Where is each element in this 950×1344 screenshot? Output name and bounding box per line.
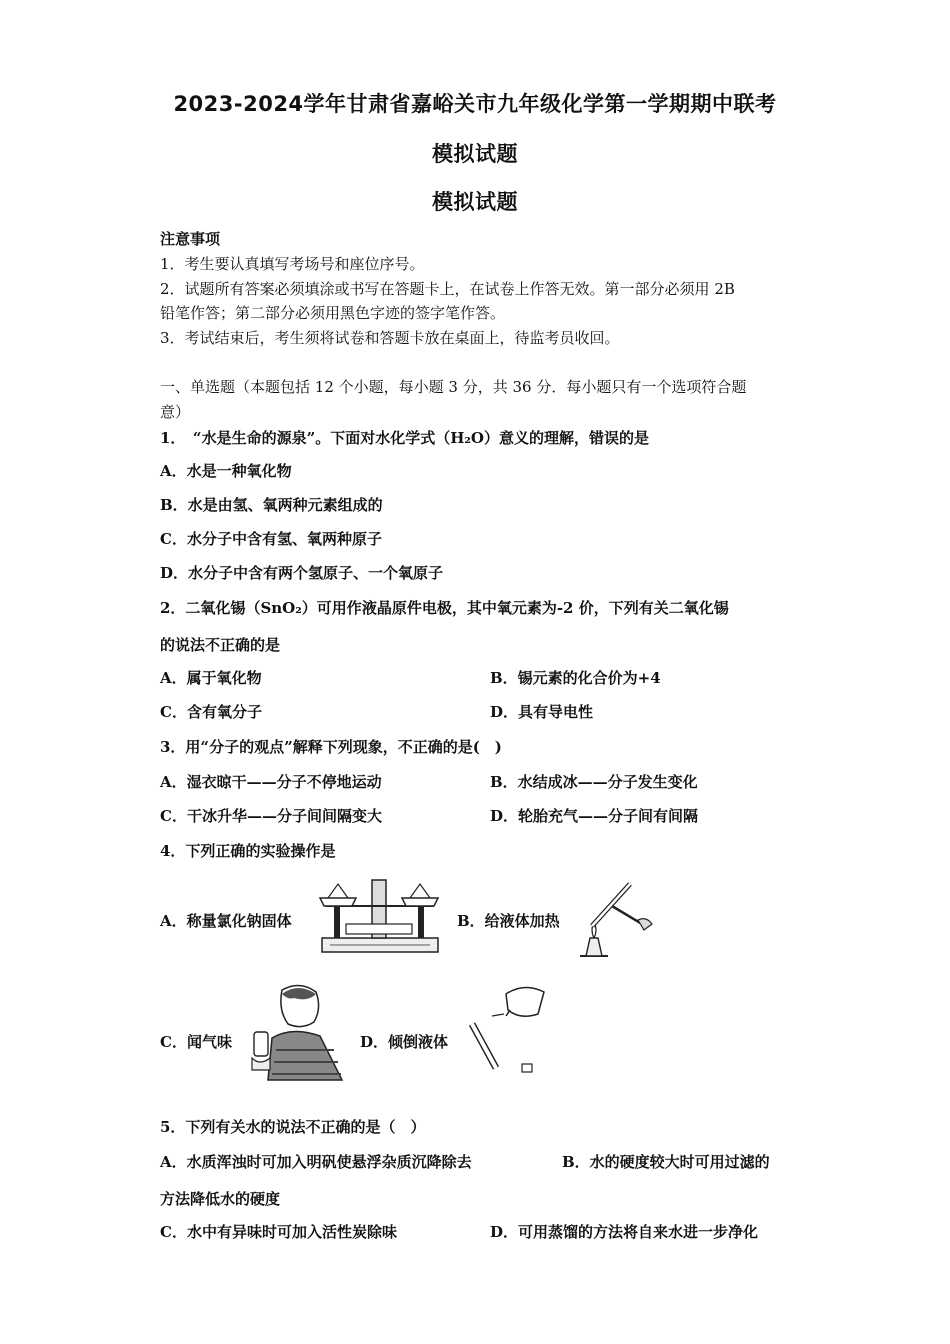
heating-liquid-figure — [572, 876, 656, 960]
q5-option-a: A．水质浑浊时可加入明矾使悬浮杂质沉降除去 — [160, 1153, 472, 1171]
notice-heading: 注意事项 — [160, 230, 221, 248]
q5-option-c: C．水中有异味时可加入活性炭除味 — [160, 1223, 397, 1241]
section-heading: 一、单选题（本题包括 12 个小题，每小题 3 分，共 36 分．每小题只有一个选项符合题 — [160, 378, 747, 396]
q3-stem: 3．用“分子的观点”解释下列现象，不正确的是( ) — [160, 738, 502, 756]
q2-option-b: B．锡元素的化合价为+4 — [490, 669, 661, 687]
notice-item: 1．考生要认真填写考场号和座位序号。 — [160, 255, 425, 273]
q2-option-a: A．属于氧化物 — [160, 669, 262, 687]
q1-option-a: A．水是一种氧化物 — [160, 462, 292, 480]
pouring-liquid-figure — [466, 980, 556, 1080]
q3-option-c: C．干冰升华——分子间间隔变大 — [160, 807, 382, 825]
q1-option-b: B．水是由氢、氧两种元素组成的 — [160, 496, 383, 514]
section-heading-cont: 意） — [160, 403, 191, 421]
q4-option-a: A．称量氯化钠固体 — [160, 912, 292, 930]
smelling-boy-figure — [242, 980, 350, 1082]
q3-option-a: A．湿衣晾干——分子不停地运动 — [160, 773, 382, 791]
q5-option-b-cont: 方法降低水的硬度 — [160, 1190, 281, 1208]
notice-item: 3．考试结束后，考生须将试卷和答题卡放在桌面上，待监考员收回。 — [160, 329, 620, 347]
q2-option-c: C．含有氧分子 — [160, 703, 262, 721]
q1-option-d: D．水分子中含有两个氢原子、一个氧原子 — [160, 564, 444, 582]
q4-option-d: D．倾倒液体 — [360, 1033, 449, 1051]
q1-stem: 1． “水是生命的源泉”。下面对水化学式（H₂O）意义的理解，错误的是 — [160, 429, 650, 447]
page-title: 2023-2024学年甘肃省嘉峪关市九年级化学第一学期期中联考 — [173, 92, 777, 116]
q3-option-d: D．轮胎充气——分子间有间隔 — [490, 807, 699, 825]
q1-option-c: C．水分子中含有氢、氧两种原子 — [160, 530, 382, 548]
notice-item: 2．试题所有答案必须填涂或书写在答题卡上，在试卷上作答无效。第一部分必须用 2B — [160, 280, 735, 298]
q3-option-b: B．水结成冰——分子发生变化 — [490, 773, 698, 791]
q4-stem: 4．下列正确的实验操作是 — [160, 842, 336, 860]
q4-option-c: C．闻气味 — [160, 1033, 232, 1051]
page-subtitle: 模拟试题 — [432, 190, 518, 214]
q5-option-b: B．水的硬度较大时可用过滤的 — [562, 1153, 770, 1171]
q2-stem-cont: 的说法不正确的是 — [160, 636, 281, 654]
q5-stem: 5．下列有关水的说法不正确的是（ ） — [160, 1118, 426, 1136]
notice-item: 铅笔作答；第二部分必须用黑色字迹的签字笔作答。 — [160, 304, 506, 322]
q2-option-d: D．具有导电性 — [490, 703, 594, 721]
q4-option-b: B．给液体加热 — [457, 912, 560, 930]
q5-option-d: D．可用蒸馏的方法将自来水进一步净化 — [490, 1223, 759, 1241]
page-title-line2: 模拟试题 — [432, 142, 518, 166]
q2-stem: 2．二氧化锡（SnO₂）可用作液晶原件电极，其中氧元素为-2 价，下列有关二氧化锡 — [160, 599, 729, 617]
balance-scale-figure — [316, 876, 444, 956]
